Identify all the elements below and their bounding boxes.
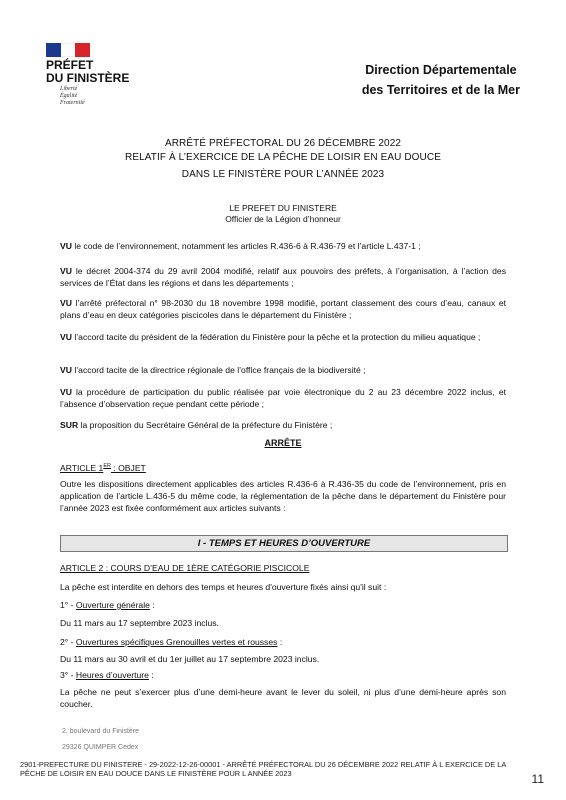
visa-text: l’accord tacite de la directrice régionale de l’office français de la biodiversité ; <box>71 365 366 375</box>
visa-lead: SUR <box>60 420 79 430</box>
visa-paragraph <box>60 297 506 321</box>
article-2-item-2-heading <box>60 636 506 648</box>
document-title <box>0 137 566 182</box>
article-2-item-3-text: La pêche ne peut s’exercer plus d’une demi-heure avant le lever du soleil, ni plus d’une demi-heure après son coucher. <box>60 687 506 709</box>
visa-paragraph <box>60 265 506 289</box>
prefet-logo-text <box>46 59 129 85</box>
item-3-colon: : <box>148 670 154 680</box>
item-2-colon: : <box>277 637 283 647</box>
motto-egalite: Égalité <box>60 93 78 99</box>
item-1-title: Ouverture générale <box>75 600 150 610</box>
article-2-item-1-heading <box>60 599 506 611</box>
title-line-1: ARRÊTÉ PRÉFECTORAL DU 26 DÉCEMBRE 2022 <box>164 138 402 149</box>
article-2-item-2-text: Du 11 mars au 30 avril et du 1er juillet au 17 septembre 2023 inclus. <box>60 654 320 664</box>
footer-address-line-2: 29326 QUIMPER Cedex <box>62 744 139 751</box>
item-3-title: Heures d’ouverture <box>75 670 149 680</box>
article-1-heading <box>60 460 146 474</box>
item-2-num: 2° - <box>60 637 76 647</box>
item-1-colon: : <box>149 600 155 610</box>
article-1-sup: ER <box>103 463 111 469</box>
article-1-suffix: : OBJET <box>110 462 146 473</box>
item-2-title: Ouvertures spécifiques Grenouilles vertes et rousses <box>75 637 278 647</box>
republic-flag-logo <box>46 43 90 57</box>
visa-paragraph <box>60 331 506 343</box>
direction-line-1: Direction Départementale <box>365 63 517 77</box>
visa-text: le code de l’environnement, notamment les articles R.436-6 à R.436-79 et l’article L.437-1 ; <box>71 241 421 251</box>
direction-heading <box>362 60 520 100</box>
article-2-item-3-heading <box>60 669 506 681</box>
visa-text: l’arrêté préfectoral n° 98-2030 du 18 novembre 1998 modifié, portant classement des cours d’eau, canaux et plans d’eau en deux catégories piscicoles dans le département du Finistère ; <box>60 298 506 320</box>
visa-lead: VU <box>60 332 72 342</box>
authority-line-2: Officier de la Légion d’honneur <box>225 214 341 224</box>
article-2-label: ARTICLE 2 : COURS D’EAU DE 1ÈRE CATÉGORIE PISCICOLE <box>60 563 310 573</box>
visa-paragraph <box>60 386 506 410</box>
prefet-line-1: PRÉFET <box>46 58 94 72</box>
visa-paragraph <box>60 240 506 252</box>
article-2-item-1-text: Du 11 mars au 17 septembre 2023 inclus. <box>60 618 219 628</box>
direction-line-2: des Territoires et de la Mer <box>361 83 520 97</box>
item-3-num: 3° - <box>60 670 76 680</box>
article-1-label: ARTICLE 1 <box>60 462 104 473</box>
visa-lead: VU <box>60 266 72 276</box>
visa-text: la procédure de participation du public réalisée par voie électronique du 2 au 23 décembre 2022 inclus, et l’absence d’observation reçue pendant cette période ; <box>60 387 506 409</box>
prefet-line-2: DU FINISTÈRE <box>46 71 130 85</box>
article-1-text: Outre les dispositions directement applicables des articles R.436-6 à R.436-35 du code de l’environnement, pris en application de l’article L.436-5 du même code, la réglementation de la pêche dans le département du Finistère pour l’année 2023 est fixée conformément aux articles suivants : <box>60 479 506 513</box>
footer-reference: 2901-PREFECTURE DU FINISTERE - 29-2022-12-26-00001 - ARRÊTÉ PRÉFECTORAL DU 26 DÉCEMBRE 2022 RELATIF À L EXERCICE DE LA PÊCHE DE LOISIR EN EAU DOUCE DANS LE FINISTÈRE POUR L ANNÉE 2023 <box>20 760 506 778</box>
visa-lead: VU <box>60 387 72 397</box>
item-1-num: 1° - <box>60 600 76 610</box>
authority-line-1: LE PREFET DU FINISTERE <box>229 203 337 213</box>
page-number: 11 <box>531 772 544 786</box>
visa-lead: VU <box>60 365 72 375</box>
visa-lead: VU <box>60 298 72 308</box>
motto-liberte: Liberté <box>60 86 78 92</box>
visa-text: le décret 2004-374 du 29 avril 2004 modifié, relatif aux pouvoirs des préfets, à l’organisation, à l’action des services de l’État dans les régions et dans les départements ; <box>60 266 506 288</box>
title-line-3: DANS LE FINISTÈRE POUR L’ANNÉE 2023 <box>181 169 385 180</box>
title-line-2: RELATIF À L’EXERCICE DE LA PÊCHE DE LOISIR EN EAU DOUCE <box>125 152 441 163</box>
motto-fraternite: Fraternité <box>60 100 85 106</box>
visa-paragraph <box>60 419 506 431</box>
section-banner: I - TEMPS ET HEURES D’OUVERTURE <box>60 535 508 552</box>
article-2-intro: La pêche est interdite en dehors des temps et heures d'ouverture fixés ainsi qu'il suit : <box>60 582 387 592</box>
authority-block <box>0 203 566 225</box>
visa-text: l’accord tacite du président de la fédération du Finistère pour la pêche et la protection du milieu aquatique ; <box>71 332 481 342</box>
visa-lead: VU <box>60 241 72 251</box>
article-2-heading <box>60 562 309 574</box>
arrete-heading: ARRÊTE <box>264 438 302 448</box>
footer-address-line-1: 2, boulevard du Finistère <box>62 728 140 735</box>
visa-paragraph <box>60 364 506 376</box>
visa-text: la proposition du Secrétaire Général de la préfecture du Finistère ; <box>78 420 333 430</box>
republic-motto <box>60 86 85 107</box>
